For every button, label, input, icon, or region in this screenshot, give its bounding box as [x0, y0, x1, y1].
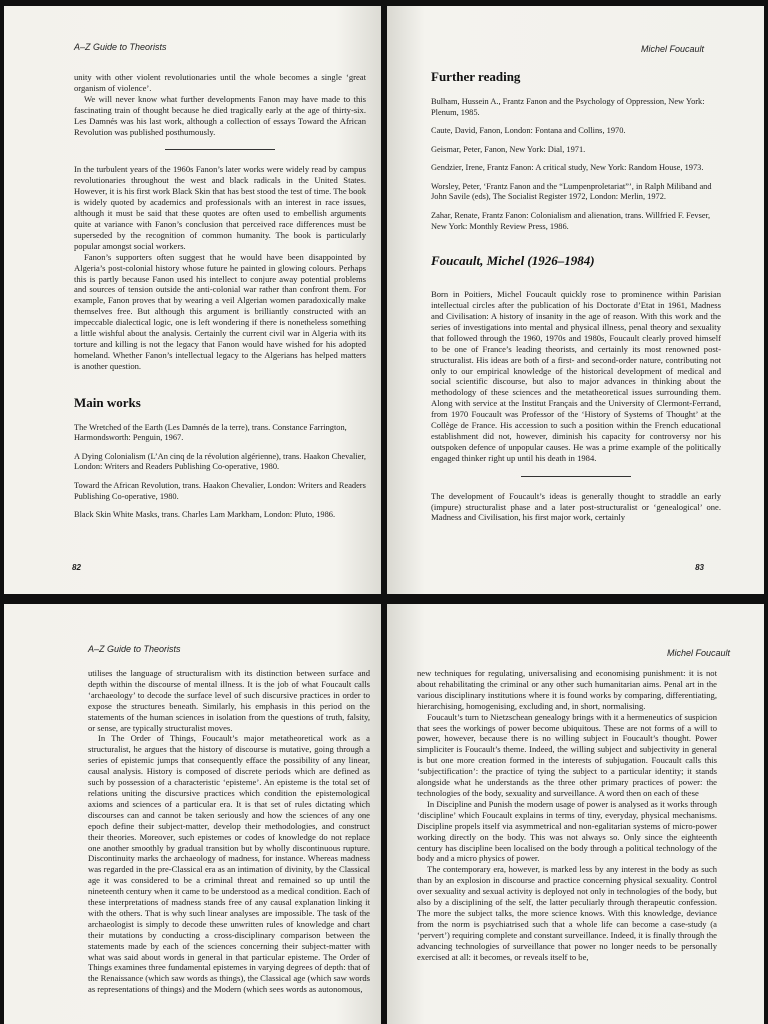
paragraph: We will never know what further developments Fanon may have made to this fascinating train of thought because he died tragically early at the age of thirty-six. Les Damnés was his last work, although a collection of essays Toward the African Revolution was published posthumously. — [74, 93, 366, 137]
paragraph: In The Order of Things, Foucault’s major metatheoretical work as a structuralist, he argues that the history of discourse is mutative, going through a series of epistemic jumps that consequently efface the possibility of any linear, causal analysis. History is composed of discrete periods which are defined as such by possession of a characteristic ‘episteme’. An episteme is the total set of relations uniting the discursive practices which condition the epistemological axioms and sciences of a particular era. It is that set of rules dictating which discourses can and cannot be taken seriously and how the sciences of any one epoch define their subject-matter, develop their methodologies, and construct their theories. Moreover, such epistemes or codes of knowledge do not replace one another smoothly by gradual transition but by wholly discontinuous rupture. Discontinuity marks the archaeology of madness, for instance. Whereas madness was regarded in the pre-Classical era as an intimation of divinity, by the Classical age it was considered to be a criminal threat and remained so up until the nineteenth century when it came to be understood as a medical condition. Each of these interpretations of madness stands free of any causal explanation linking it with the others. That is why such linear analyses are impossible. The task of the archaeologist is simply to decode these unwritten rules of knowledge and chart their mutations by conducting a cross-disciplinary comparison between the statements made by each of the sciences concerning their subject-matter with what was said about words in general in that particular episteme. The Order of Things examines three fundamental epistemes in varying degrees of depth: that of the Renaissance (which saw words as things), the Classical age (which saw words as representations of things) and the Modern (which sees words as autonomous, — [88, 733, 370, 995]
bibliography-entry: The Wretched of the Earth (Les Damnés de la terre), trans. Constance Farrington, Harmondsworth: Penguin, 1967. — [74, 422, 347, 443]
bibliography-entry: Toward the African Revolution, trans. Haakon Chevalier, London: Writers and Readers Publishing Co-operative, 1980. — [74, 480, 366, 501]
paragraph: In Discipline and Punish the modern usage of power is analysed as it works through ‘discipline’ which Foucault explains in terms of tiny, everyday, physical mechanisms. Discipline propels itself via asymmetrical and non-egalitarian systems of micro-power working directly on the body. This was not always so. Only since the eighteenth century has discipline been localised on the body through a political technology of the body and a micro physics of power. — [417, 798, 717, 864]
page-number: 83 — [695, 563, 704, 572]
paragraph: In the turbulent years of the 1960s Fanon’s later works were widely read by campus revolutionaries throughout the west and black radicals in the United States. However, it is his first work Black Skin that has best stood the test of time. The book is widely quoted by academics and professionals with an interest in race issues, although it must be said that these quotes are often used to embellish arguments quite at variance with Fanon’s conclusion that perceived race differences must be superseded by the recognition of common humanity. The book is particularly popular amongst social workers. — [74, 164, 366, 251]
section-divider — [165, 149, 275, 150]
top-spread — [0, 6, 768, 594]
page-83 — [387, 6, 764, 594]
bibliography-entry: Worsley, Peter, ‘Frantz Fanon and the “Lumpenproletariat”’, in Ralph Miliband and John Savile (eds), The Socialist Register 1972, London: Merlin, 1972. — [431, 181, 712, 202]
page-84 — [4, 604, 381, 1024]
paragraph: Born in Poitiers, Michel Foucault quickly rose to prominence within Parisian intellectual circles after the publication of his Doctorate d’Etat in 1961, Madness and Civilisation: A history of insanity in the age of reason. With this work and the series of investigations into mental and physical illness, penal theory and sexuality that followed through the 1960, 1970s and 1980s, Foucault clearly proved himself to be one of France’s leading theorists, and certainly its most renowned post-structuralist. His ideas are both of a first- and second-order nature, contributing not only to our empirical knowledge of the historical development of medical and social scientific discourse, but also to major advances in thinking about the methodology of these sciences and the metatheoretical issues surrounding them. Along with service at the Institut Français and the University of Clermont-Ferrand, from 1970 Foucault was Professor of the ‘History of Systems of Thought’ at the Collège de France. His accession to such a position within the French educational establishment did not, however, diminish his capacity for controversy nor his outspoken defence of unpopular causes. He was a prime example of the politically engaged thinker right up until his death in 1984. — [431, 289, 721, 463]
bibliography-entry: Zahar, Renate, Frantz Fanon: Colonialism and alienation, trans. Willfried F. Fevser, New York: Monthly Review Press, 1986. — [431, 211, 711, 231]
paragraph: The development of Foucault’s ideas is generally thought to straddle an early (impure) structuralist phase and a later post-structuralist or ‘genealogical’ one. Madness and Civilisation, his first major work, certainly — [431, 490, 721, 523]
bibliography-entry: A Dying Colonialism (L’An cinq de la révolution algérienne), trans. Haakon Chevalier, London: Writers and Readers Publishing Co-operative, 1980. — [74, 451, 366, 472]
paragraph: new techniques for regulating, universalising and economising punishment: it is not about rehabilitating the criminal or any other such humanitarian aims. Penal art in the various disciplinary institutions where it is found works by comparing, differentiating, hierarchising, homogenising, excluding and, in short, normalising. — [417, 668, 717, 711]
page-number: 82 — [72, 563, 81, 572]
running-head-left: A–Z Guide to Theorists — [74, 42, 167, 52]
bibliography-entry: Caute, David, Fanon, London: Fontana and Collins, 1970. — [431, 126, 626, 136]
further-reading-heading: Further reading — [431, 69, 521, 84]
running-head-right: Michel Foucault — [666, 648, 730, 658]
bibliography-entry: Bulham, Hussein A., Frantz Fanon and the Psychology of Oppression, New York: Plenum, 1985. — [431, 96, 705, 117]
entry-heading: Foucault, Michel (1926–1984) — [431, 253, 595, 269]
running-head-left: A–Z Guide to Theorists — [88, 644, 181, 654]
page-85 — [387, 604, 764, 1024]
paragraph: utilises the language of structuralism with its distinction between surface and depth within the discourse of mental illness. It is the job of what Foucault calls ‘archaeology’ to decode the surface level of such discursive practices in order to expose the structures beneath. Similarly, his emphasis in this period on the statements of the human sciences in isolation from the questions of truth, falsity, or sense, are typically structuralist moves. — [88, 668, 370, 733]
bibliography-entry: Geismar, Peter, Fanon, New York: Dial, 1971. — [431, 144, 586, 154]
page-83-text — [431, 69, 721, 523]
section-divider — [521, 476, 631, 477]
paragraph: unity with other violent revolutionaries until the whole becomes a single ‘great organism of violence’. — [74, 72, 366, 93]
page-85-text — [417, 668, 717, 962]
running-head-right: Michel Foucault — [640, 44, 704, 54]
bibliography-entry: Black Skin White Masks, trans. Charles Lam Markham, London: Pluto, 1986. — [74, 510, 336, 520]
bottom-spread — [0, 604, 768, 1024]
paragraph: Foucault’s turn to Nietzschean genealogy brings with it a hermeneutics of suspicion that sees the workings of power become ubiquitous. These are not forms of a will to power, however, because there is no willing subject in Foucault’s thought. Power simpliciter is Foucault’s theme. Indeed, the willing subject and subjectivity in general is but one more creation formed in the interests of subjugation. Foucault calls this ‘subjectification’: the practice of tying the subject to a particular identity; it stands alongside what he understands as the three other primary practices of power: the technologies of the body, sexuality and surveillance. A word then on each of these — [417, 711, 717, 798]
paragraph: Fanon’s supporters often suggest that he would have been disappointed by Algeria’s post-colonial history whose future he painted in glowing colours. Perhaps this is partly because Fanon used his intellect to conjure away potential problems and sources of tension outside the anti-colonial war rather than confront them. For example, Fanon proves that by wearing a veil Algerian women paradoxically make themselves free. But although this argument is brilliantly constructed with an impeccable dialectical logic, one is left wondering if there is nonetheless something a little wishful about the analysis. Certainly the current civil war in Algeria with its torture and killing is not the legacy that Fanon would have wished for his adopted homeland. Whether Fanon’s intellectual legacy to the Algerians has helped matters is another question. — [74, 251, 366, 371]
bibliography-entry: Gendzier, Irene, Frantz Fanon: A critical study, New York: Random House, 1973. — [431, 163, 704, 173]
main-works-heading: Main works — [74, 394, 141, 410]
page-82-text — [74, 72, 366, 529]
page-84-text — [88, 668, 370, 995]
page-82 — [4, 6, 381, 594]
paragraph: The contemporary era, however, is marked less by any interest in the body as such than by an explosion in discourse and practice concerning physical sexuality. Control over sexuality and sexual activity is deployed not only in technologies of the body, but also by a disciplining of the self, the latter peculiarly through therapeutic confession. The more the subject talks, the more science knows. With this knowledge, deviance from the norm is psychiatrised such that a whole life can become a case-study (a ‘pervert’) requiring complete and constant surveillance. Indeed, it is finally through the advancing technologies of surveillance that power no longer needs to be personally exercised at all: it becomes, or reveals itself to be, — [417, 864, 717, 962]
